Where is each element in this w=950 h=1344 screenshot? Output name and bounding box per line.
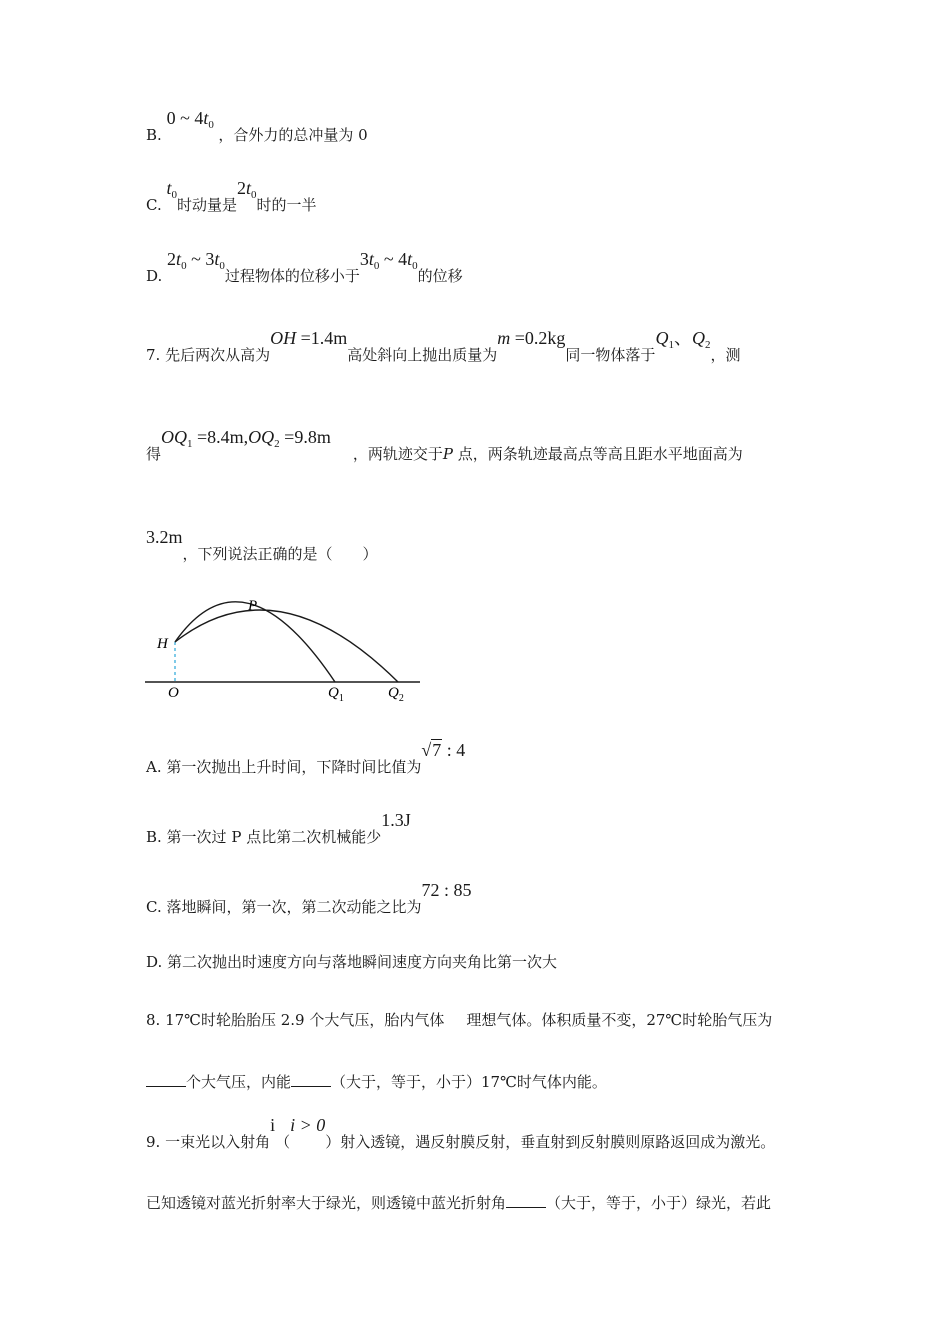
answer-blank xyxy=(291,1086,331,1087)
sqrt-sign: √ xyxy=(421,740,432,760)
q9-line2: 已知透镜对蓝光折射率大于绿光，则透镜中蓝光折射角 （大于，等于，小于）绿光，若此 xyxy=(146,1194,772,1212)
q8-line2: 个大气压，内能 （大于，等于，小于）17℃时气体内能。 xyxy=(146,1075,607,1090)
answer-blank xyxy=(506,1207,546,1208)
label-Q1: $Q_1$ xyxy=(328,685,344,704)
option-letter: B. xyxy=(146,126,162,144)
label-P: P xyxy=(248,598,258,614)
math-i: i xyxy=(270,1115,276,1135)
label-O: O xyxy=(168,685,179,701)
option-text: 过程物体的位移小于 xyxy=(224,267,360,285)
q7-option-d: D. 第二次抛出时速度方向与落地瞬间速度方向夹角比第一次大 xyxy=(146,953,558,971)
option-letter: C. xyxy=(146,196,162,214)
q9-line1: 9. 一束光以入射角i（i > 0）射入透镜，遇反射膜反射，垂直射到反射膜则原路返回成为激光。 xyxy=(146,1115,776,1151)
math-mass: m =0.2kg xyxy=(497,328,566,348)
option-letter: D. xyxy=(146,267,163,285)
math-height: 3.2m xyxy=(146,527,183,547)
option-text: 的位移 xyxy=(417,267,463,285)
q8-line1: 8. 17℃时轮胎胎压 2.9 个大气压，胎内气体 理想气体。体积质量不变，27℃时轮胎气压为 xyxy=(146,1011,773,1029)
q7-stem-line1: 7. 先后两次从高为OH =1.4m高处斜向上抛出质量为m =0.2kg同一物体落于$Q_1$、$Q_2$，测 xyxy=(146,328,741,364)
math-ratio: 72 : 85 xyxy=(421,880,472,900)
label-H: H xyxy=(157,636,168,652)
math-t0: $t_0$ xyxy=(166,178,178,201)
q7-stem-line3: 3.2m，下列说法正确的是（ ） xyxy=(146,527,378,563)
q6-option-b xyxy=(146,108,368,144)
option-text: 时动量是 xyxy=(177,196,238,214)
q7-option-b: B. 第一次过 P 点比第二次机械能少1.3J xyxy=(146,810,411,846)
math-condition: i > 0 xyxy=(290,1115,326,1135)
math-OH: OH =1.4m xyxy=(270,328,348,348)
math-range-3t0-4t0: $3t_0$ ~ $4t_0$ xyxy=(359,249,418,272)
option-text: ，合外力的总冲量为 0 xyxy=(218,126,368,144)
math-Q1-Q2: $Q_1$、$Q_2$ xyxy=(655,328,711,351)
math-sqrt-ratio: √7 : 4 xyxy=(421,740,466,760)
math-range: 0 ~ $4t_0$ xyxy=(166,108,214,131)
q7-option-a: A. 第一次抛出上升时间，下降时间比值为√7 : 4 xyxy=(146,740,466,776)
q7-stem-line2: 得$OQ_1 =8.4m,OQ_2 =9.8m$，两轨迹交于P 点，两条轨迹最高点等高且距水平地面高为 xyxy=(146,427,743,463)
label-Q2: $Q_2$ xyxy=(388,685,404,704)
math-2t0: $2t_0$ xyxy=(237,178,257,201)
math-range-2t0-3t0: $2t_0$ ~ $3t_0$ xyxy=(167,249,225,272)
answer-blank xyxy=(146,1086,186,1087)
q6-option-d xyxy=(146,249,463,285)
q6-option-c xyxy=(146,178,317,214)
q7-option-c: C. 落地瞬间，第一次，第二次动能之比为72 : 85 xyxy=(146,880,472,916)
math-energy: 1.3J xyxy=(381,810,411,830)
trajectory-figure xyxy=(140,585,430,710)
option-text: 时的一半 xyxy=(256,196,317,214)
trajectory-2 xyxy=(175,610,398,682)
math-OQ: $OQ_1 =8.4m,OQ_2 =9.8m$ xyxy=(161,427,331,450)
